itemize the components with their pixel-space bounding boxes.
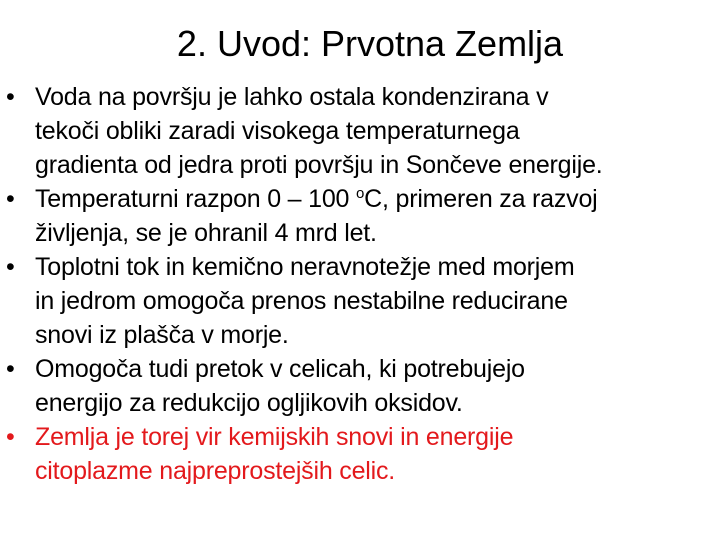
slide-title: 2. Uvod: Prvotna Zemlja (176, 23, 564, 64)
bullet-marker: • (6, 355, 15, 383)
bullet-list (6, 80, 714, 488)
bullet-line: in jedrom omogoča prenos nestabilne reducirane (35, 287, 568, 315)
bullet-line: Toplotni tok in kemično neravnotežje med morjem (35, 253, 575, 281)
bullet-line: Omogoča tudi pretok v celicah, ki potrebujejo (35, 355, 525, 383)
bullet-item (6, 352, 714, 420)
bullet-line: energijo za redukcijo ogljikovih oksidov. (35, 389, 463, 417)
bullet-item (6, 182, 714, 250)
superscript-degree: o (356, 185, 365, 202)
bullet-line (35, 182, 714, 216)
bullet-marker: • (6, 253, 15, 281)
bullet-line: tekoči obliki zaradi visokega temperaturnega (35, 117, 520, 145)
bullet-text: Temperaturni razpon 0 – 100 (35, 185, 356, 213)
bullet-marker: • (6, 423, 15, 451)
bullet-item (6, 80, 714, 182)
bullet-item (6, 250, 714, 352)
bullet-marker: • (6, 83, 15, 111)
bullet-item-highlight (6, 420, 714, 488)
bullet-marker: • (6, 185, 15, 213)
bullet-line: življenja, se je ohranil 4 mrd let. (35, 219, 377, 247)
bullet-line: gradienta od jedra proti površju in Sončeve energije. (35, 151, 603, 179)
bullet-line: citoplazme najpreprostejših celic. (35, 457, 396, 485)
bullet-line: snovi iz plašča v morje. (35, 321, 289, 349)
bullet-text: C, primeren za razvoj (364, 185, 598, 213)
bullet-line: Zemlja je torej vir kemijskih snovi in energije (35, 423, 514, 451)
bullet-line: Voda na površju je lahko ostala kondenzirana v (35, 83, 549, 111)
